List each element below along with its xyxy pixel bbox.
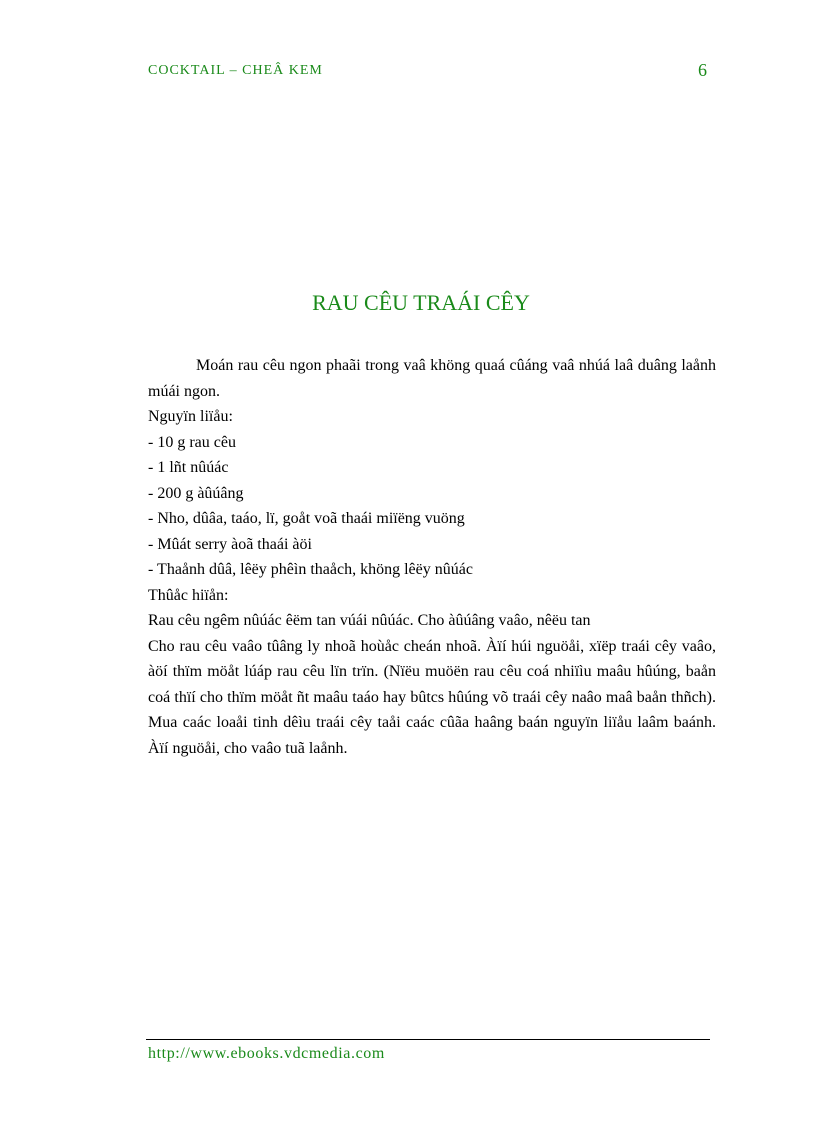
ingredient-item: - Nho, dûâa, taáo, lï, goåt voã thaái miïëng vuöng xyxy=(148,510,465,527)
footer-url-link[interactable]: http://www.ebooks.vdcmedia.com xyxy=(148,1045,385,1062)
ingredient-item: - 10 g rau cêu xyxy=(148,433,236,451)
ingredients-heading: Nguyïn liïåu: xyxy=(148,408,233,425)
ingredient-item: - 1 lñt nûúác xyxy=(148,459,229,476)
page-number: 6 xyxy=(698,60,707,80)
recipe-intro: Moán rau cêu ngon phaãi trong vaâ khöng quaá cûáng vaâ nhúá laâ duâng laånh múái ngon. xyxy=(148,357,716,400)
method-heading: Thûåc hiïån: xyxy=(148,586,229,604)
recipe-title: RAU CÊU TRAÁI CÊY xyxy=(312,290,530,315)
ingredient-item: - Thaånh dûâ, lêëy phêìn thaåch, khöng lêëy nûúác xyxy=(148,561,473,578)
footer-divider xyxy=(146,1039,710,1040)
ingredient-item: - Mûát serry àoã thaái àöi xyxy=(148,535,312,553)
running-header: COCKTAIL – CHEÂ KEM xyxy=(148,63,323,78)
method-step: Rau cêu ngêm nûúác êëm tan vúái nûúác. Cho àûúâng vaâo, nêëu tan xyxy=(148,612,591,629)
recipe-body xyxy=(148,353,716,761)
ingredient-item: - 200 g àûúâng xyxy=(148,484,244,502)
method-step: Cho rau cêu vaâo tûâng ly nhoã hoùåc cheán nhoã. Àïí húi nguöåi, xïëp traái cêy vaâo, àöí thïm möåt lúáp rau cêu lïn trïn. (Nïëu muöën rau cêu coá nhiïìu maâu hûúng, baån coá thïí cho thïm möåt ñt maâu taáo hay bûtcs hûúng võ traái cêy naâo maâ baån thñch). Mua caác loaåi tinh dêìu traái cêy taåi caác cûãa haâng baán nguyïn liïåu laâm baánh. Àïí nguöåi, cho vaâo tuã laånh. xyxy=(148,637,716,757)
